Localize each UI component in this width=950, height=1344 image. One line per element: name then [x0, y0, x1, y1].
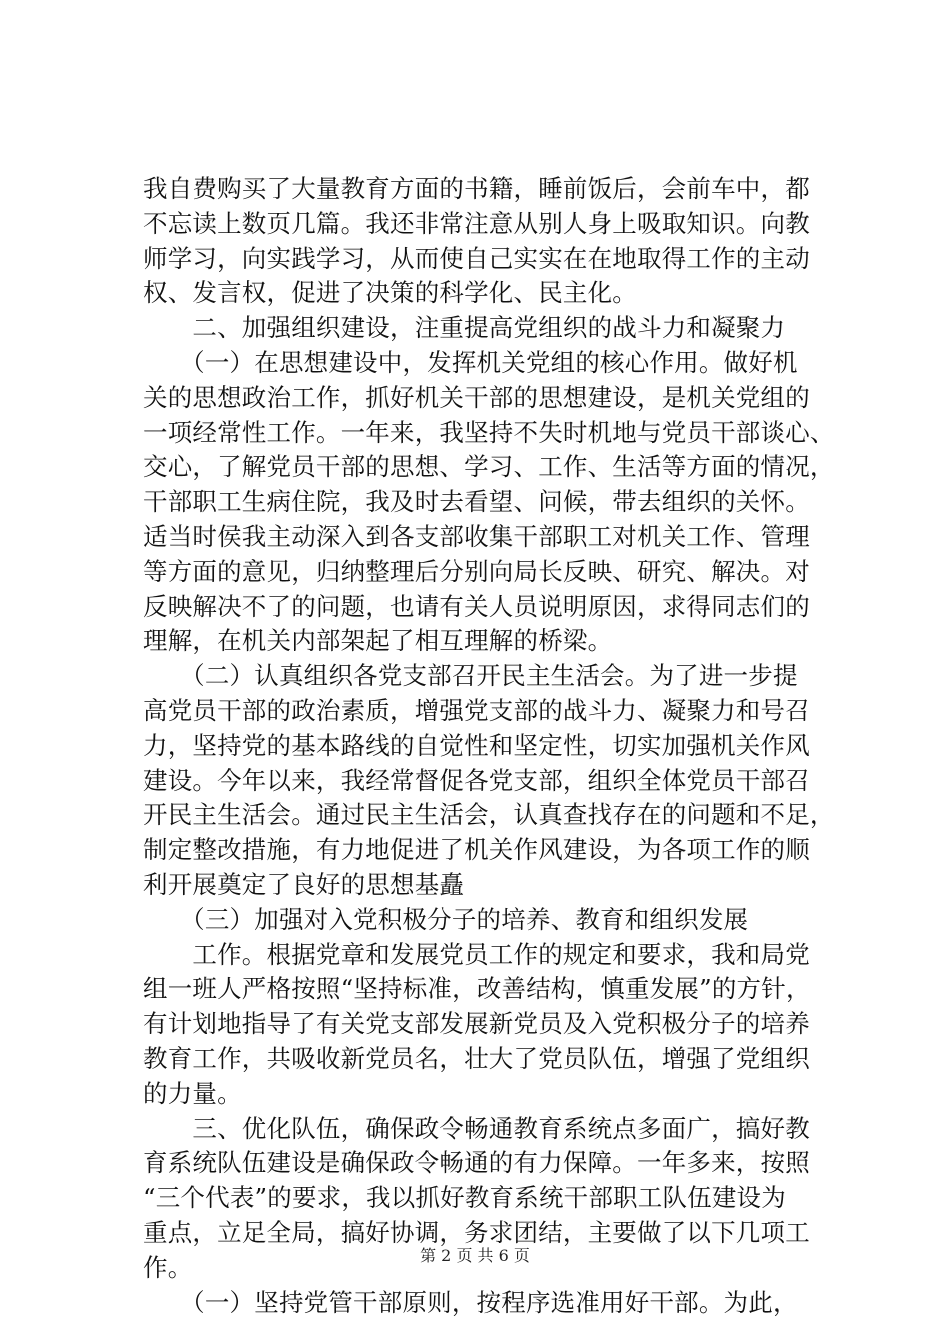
text-line: 有计划地指导了有关党支部发展新党员及入党积极分子的培养: [143, 1009, 810, 1039]
text-line: 反映解决不了的问题，也请有关人员说明原因，求得同志们的: [143, 591, 810, 621]
text-line: 开民主生活会。通过民主生活会，认真查找存在的问题和不足，: [143, 800, 835, 830]
text-line: 关的思想政治工作，抓好机关干部的思想建设，是机关党组的: [143, 382, 810, 412]
text-line: “三个代表”的要求，我以抓好教育系统干部职工队伍建设为: [143, 1183, 786, 1213]
text-line: 建设。今年以来，我经常督促各党支部，组织全体党员干部召: [143, 765, 810, 795]
text-line: 适当时侯我主动深入到各支部收集干部职工对机关工作、管理: [143, 521, 810, 551]
text-line: 我自费购买了大量教育方面的书籍，睡前饭后，会前车中，都: [143, 174, 810, 203]
text-line: 组一班人严格按照“坚持标准，改善结构，慎重发展”的方针，: [143, 974, 811, 1004]
text-line: 育系统队伍建设是确保政令畅通的有力保障。一年多来，按照: [143, 1148, 810, 1178]
text-line: （一）在思想建设中，发挥机关党组的核心作用。做好机: [143, 347, 798, 377]
text-line: 交心，了解党员干部的思想、学习、工作、生活等方面的情况，: [143, 452, 835, 482]
text-line: 一项经常性工作。一年来，我坚持不失时机地与党员干部谈心、: [143, 417, 835, 447]
text-line: 作。: [143, 1252, 193, 1282]
text-line: 利开展奠定了良好的思想基矗: [143, 869, 465, 899]
text-line: 的力量。: [143, 1078, 242, 1108]
text-line: （三）加强对入党积极分子的培养、教育和组织发展: [143, 904, 749, 934]
body-text: [143, 172, 833, 1320]
section-heading-3: 三、优化队伍，确保政令畅通教育系统点多面广，搞好教: [143, 1113, 810, 1143]
section-heading-2: 二、加强组织建设，注重提高党组织的战斗力和凝聚力: [143, 313, 786, 343]
text-line: 制定整改措施，有力地促进了机关作风建设，为各项工作的顺: [143, 835, 810, 865]
text-line: 不忘读上数页几篇。我还非常注意从别人身上吸取知识。向教: [143, 208, 810, 238]
text-line: 师学习，向实践学习，从而使自己实实在在地取得工作的主动: [143, 243, 810, 273]
text-line: 力，坚持党的基本路线的自觉性和坚定性，切实加强机关作风: [143, 730, 810, 760]
page-number-footer: 第 2 页 共 6 页: [420, 1246, 530, 1265]
text-line: （一）坚持党管干部原则，按程序选准用好干部。为此，: [143, 1287, 798, 1317]
text-line: 等方面的意见，归纳整理后分别向局长反映、研究、解决。对: [143, 556, 810, 586]
text-line: 干部职工生病住院，我及时去看望、问候，带去组织的关怀。: [143, 487, 810, 517]
text-line: 权、发言权，促进了决策的科学化、民主化。: [143, 278, 637, 308]
text-line: 理解，在机关内部架起了相互理解的桥梁。: [143, 626, 613, 656]
text-line: 重点，立足全局，搞好协调，务求团结，主要做了以下几项工: [143, 1217, 810, 1247]
text-line: 教育工作，共吸收新党员名，壮大了党员队伍，增强了党组织: [143, 1043, 810, 1073]
text-line: （二）认真组织各党支部召开民主生活会。为了进一步提: [143, 661, 798, 691]
text-line: 工作。根据党章和发展党员工作的规定和要求，我和局党: [143, 939, 810, 969]
text-line: 高党员干部的政治素质，增强党支部的战斗力、凝聚力和号召: [143, 695, 810, 725]
